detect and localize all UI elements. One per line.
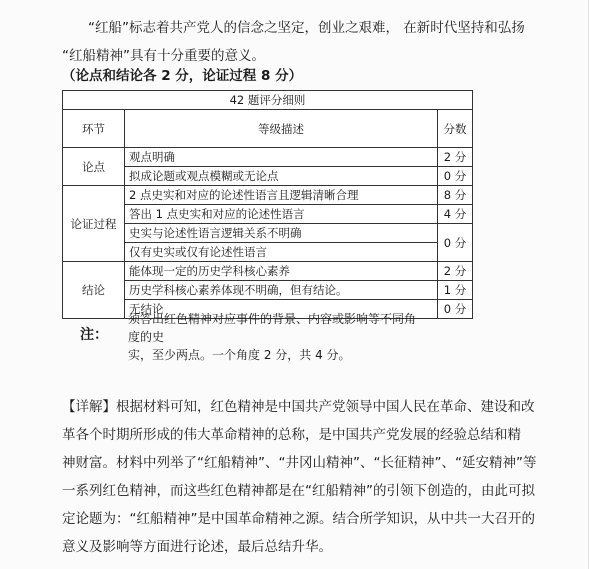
header-score: 分数 xyxy=(438,110,473,148)
detail-line: 定论题为：“红船精神”是中国革命精神之源。结合所学知识，从中共一大召开的 xyxy=(62,511,535,527)
row-score: 2 分 xyxy=(438,148,473,167)
note-text xyxy=(128,310,488,364)
table-row xyxy=(63,224,473,243)
header-stage: 环节 xyxy=(63,110,125,148)
intro-paragraph xyxy=(62,14,572,70)
table-row xyxy=(63,262,473,281)
note-line-1: 须答出红色精神对应事件的背景、内容或影响等不同角 xyxy=(128,312,417,326)
note-line-2: 度的史 xyxy=(128,330,165,344)
stage-lunzheng: 论证过程 xyxy=(63,186,125,262)
detail-line: 革各个时期所形成的伟大革命精神的总称，是中国共产党发展的经验总结和精 xyxy=(62,427,521,443)
row-description: 拟成论题或观点模糊或无论点 xyxy=(125,167,438,186)
table-caption: 42 题评分细则 xyxy=(63,91,473,110)
header-description: 等级描述 xyxy=(125,110,438,148)
table-row xyxy=(63,186,473,205)
row-score: 0 分 xyxy=(438,224,473,262)
row-score: 0 分 xyxy=(438,300,473,319)
row-description: 无结论 xyxy=(125,300,438,319)
row-score: 4 分 xyxy=(438,205,473,224)
note-label: 注： xyxy=(80,327,108,343)
table-row xyxy=(63,167,473,186)
table-row xyxy=(63,205,473,224)
stage-lundian: 论点 xyxy=(63,148,125,186)
note-line-3: 实，至少两点。一个角度 2 分，共 4 分。 xyxy=(128,348,351,362)
row-description: 能体现一定的历史学科核心素养 xyxy=(125,262,438,281)
row-description: 历史学科核心素养体现不明确，但有结论。 xyxy=(125,281,438,300)
scoring-rubric-table xyxy=(62,90,473,319)
detail-line: 一系列红色精神，而这些红色精神都是在“红船精神”的引领下创造的，由此可拟 xyxy=(62,483,535,499)
row-description: 答出 1 点史实和对应的论述性语言 xyxy=(125,205,438,224)
row-description: 仅有史实或仅有论述性语言 xyxy=(125,243,438,262)
score-requirement: （论点和结论各 2 分，论证过程 8 分） xyxy=(62,68,303,84)
detail-explanation xyxy=(62,393,568,561)
detail-line: 【详解】根据材料可知，红色精神是中国共产党领导中国人民在革命、建设和改 xyxy=(62,399,535,415)
detail-line: 意义及影响等方面进行论述，最后总结升华。 xyxy=(62,539,332,555)
row-description: 观点明确 xyxy=(125,148,438,167)
row-description: 2 点史实和对应的论述性语言且逻辑清晰合理 xyxy=(125,186,438,205)
row-score: 0 分 xyxy=(438,167,473,186)
table-row xyxy=(63,148,473,167)
intro-line-1: “红船”标志着共产党人的信念之坚定，创业之艰难， 在新时代坚持和弘扬 xyxy=(88,20,525,36)
detail-line: 神财富。材料中列举了“红船精神”、“井冈山精神”、“长征精神”、“延安精神”等 xyxy=(62,455,537,471)
row-score: 2 分 xyxy=(438,262,473,281)
row-score: 8 分 xyxy=(438,186,473,205)
table-row xyxy=(63,243,473,262)
table-row xyxy=(63,281,473,300)
row-description: 史实与论述性语言逻辑关系不明确 xyxy=(125,224,438,243)
intro-line-2: “红船精神”具有十分重要的意义。 xyxy=(62,48,265,64)
row-score: 1 分 xyxy=(438,281,473,300)
stage-jielun: 结论 xyxy=(63,262,125,319)
